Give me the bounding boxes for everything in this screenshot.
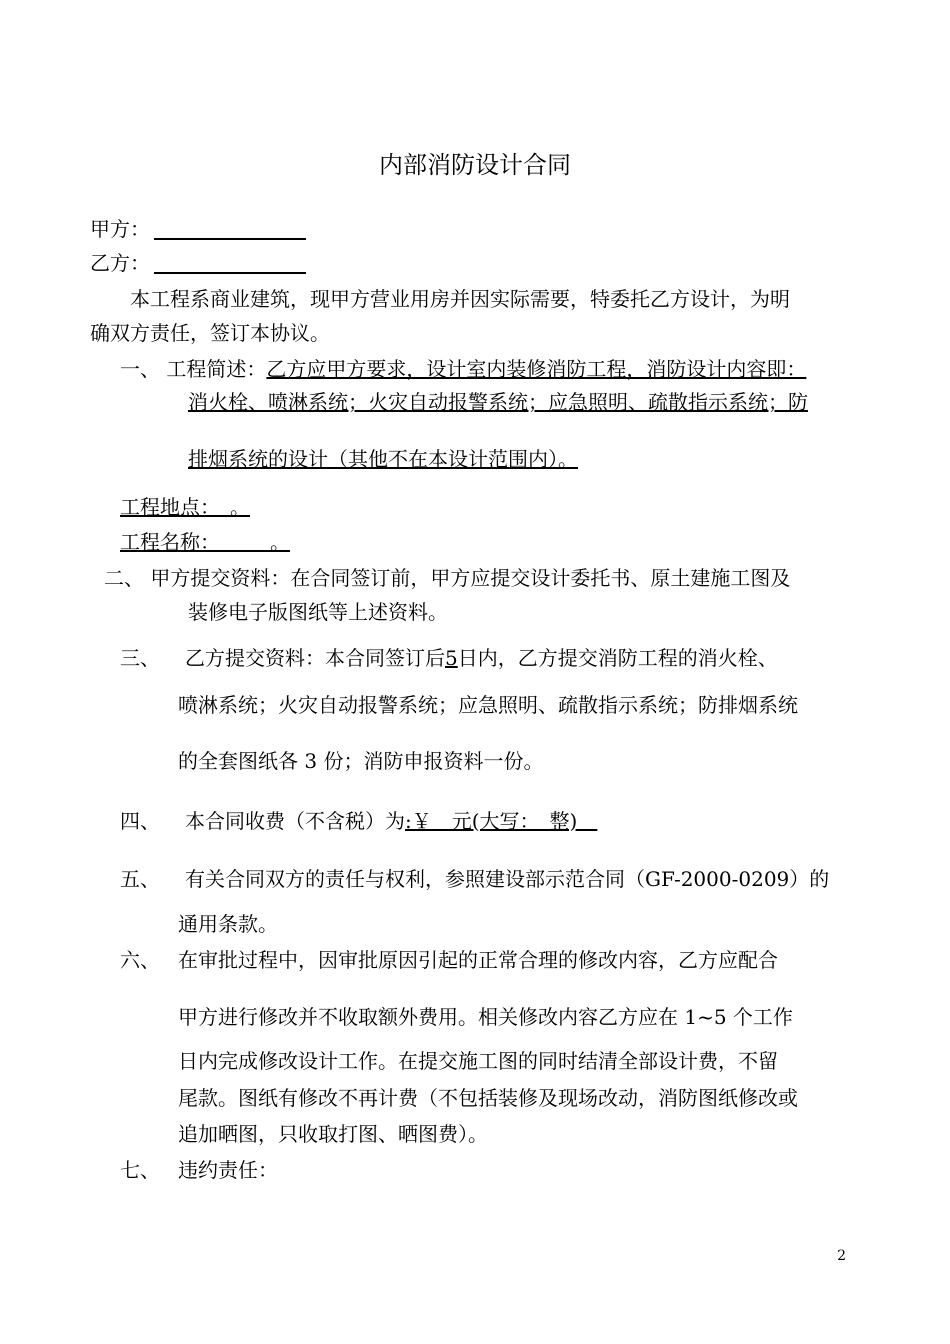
- section-3-line-1: [185, 645, 778, 671]
- section-6-line-3: 日内完成修改设计工作。在提交施工图的同时结清全部设计费，不留: [178, 1049, 778, 1073]
- section-2-number: 二、: [104, 566, 144, 590]
- intro-line-1: 本工程系商业建筑，现甲方营业用房并因实际需要，特委托乙方设计，为明: [130, 287, 790, 311]
- section-2-line-1: [104, 565, 790, 591]
- party-b-label: 乙方：: [90, 251, 150, 275]
- party-a-label: 甲方：: [90, 217, 150, 241]
- section-1-number: 一、: [120, 357, 160, 381]
- section-1-line-1: [120, 356, 806, 382]
- section-4-text: 本合同收费（不含税）为: [185, 809, 405, 833]
- section-3-number: 三、: [120, 646, 160, 670]
- section-5-line-1: 有关合同双方的责任与权利，参照建设部示范合同（GF-2000-0209）的: [185, 867, 830, 891]
- project-name-label: 工程名称： 。: [120, 530, 290, 554]
- page-number: 2: [837, 1248, 846, 1264]
- page-title: 内部消防设计合同: [379, 151, 571, 179]
- section-4-number: 四、: [120, 809, 160, 833]
- project-site-label: 工程地点： 。: [120, 495, 250, 519]
- section-7-number: 七、: [120, 1158, 160, 1182]
- section-4-line: [185, 808, 597, 834]
- section-6-line-2: 甲方进行修改并不收取额外费用。相关修改内容乙方应在 1~5 个工作: [178, 1005, 793, 1029]
- section-3-line-3: 的全套图纸各 3 份；消防申报资料一份。: [178, 749, 544, 773]
- section-2-text: 甲方提交资料：在合同签订前，甲方应提交设计委托书、原土建施工图及: [150, 566, 791, 590]
- section-5-line-2: 通用条款。: [178, 912, 278, 936]
- section-3-text-a: 乙方提交资料：本合同签订后: [185, 646, 445, 670]
- section-6-line-4: 尾款。图纸有修改不再计费（不包括装修及现场改动，消防图纸修改或: [178, 1086, 798, 1110]
- section-1-text: 乙方应甲方要求，设计室内装修消防工程，消防设计内容即：: [266, 357, 807, 381]
- party-b-line: [90, 250, 306, 276]
- section-1-line-2: 消火栓、喷淋系统；火灾自动报警系统；应急照明、疏散指示系统；防: [188, 390, 808, 414]
- section-6-line-1: 在审批过程中，因审批原因引起的正常合理的修改内容，乙方应配合: [178, 948, 778, 972]
- section-4-fee: :￥ 元(大写： 整): [405, 809, 598, 833]
- party-a-blank[interactable]: [154, 218, 306, 240]
- section-2-line-2: 装修电子版图纸等上述资料。: [188, 600, 448, 624]
- section-1-line-3: 排烟系统的设计（其他不在本设计范围内）。: [188, 447, 578, 471]
- section-3-line-2: 喷淋系统；火灾自动报警系统；应急照明、疏散指示系统；防排烟系统: [178, 693, 798, 717]
- section-6-line-5: 追加晒图，只收取打图、晒图费）。: [178, 1122, 488, 1146]
- section-7-heading: 违约责任：: [178, 1158, 278, 1182]
- section-3-text-b: 日内，乙方提交消防工程的消火栓、: [457, 646, 778, 670]
- party-a-line: [90, 216, 306, 242]
- section-3-days: 5: [445, 646, 458, 670]
- section-5-number: 五、: [120, 867, 160, 891]
- intro-line-2: 确双方责任，签订本协议。: [90, 321, 330, 345]
- section-6-number: 六、: [120, 948, 160, 972]
- section-1-heading: 工程简述：: [166, 357, 267, 381]
- party-b-blank[interactable]: [154, 252, 306, 274]
